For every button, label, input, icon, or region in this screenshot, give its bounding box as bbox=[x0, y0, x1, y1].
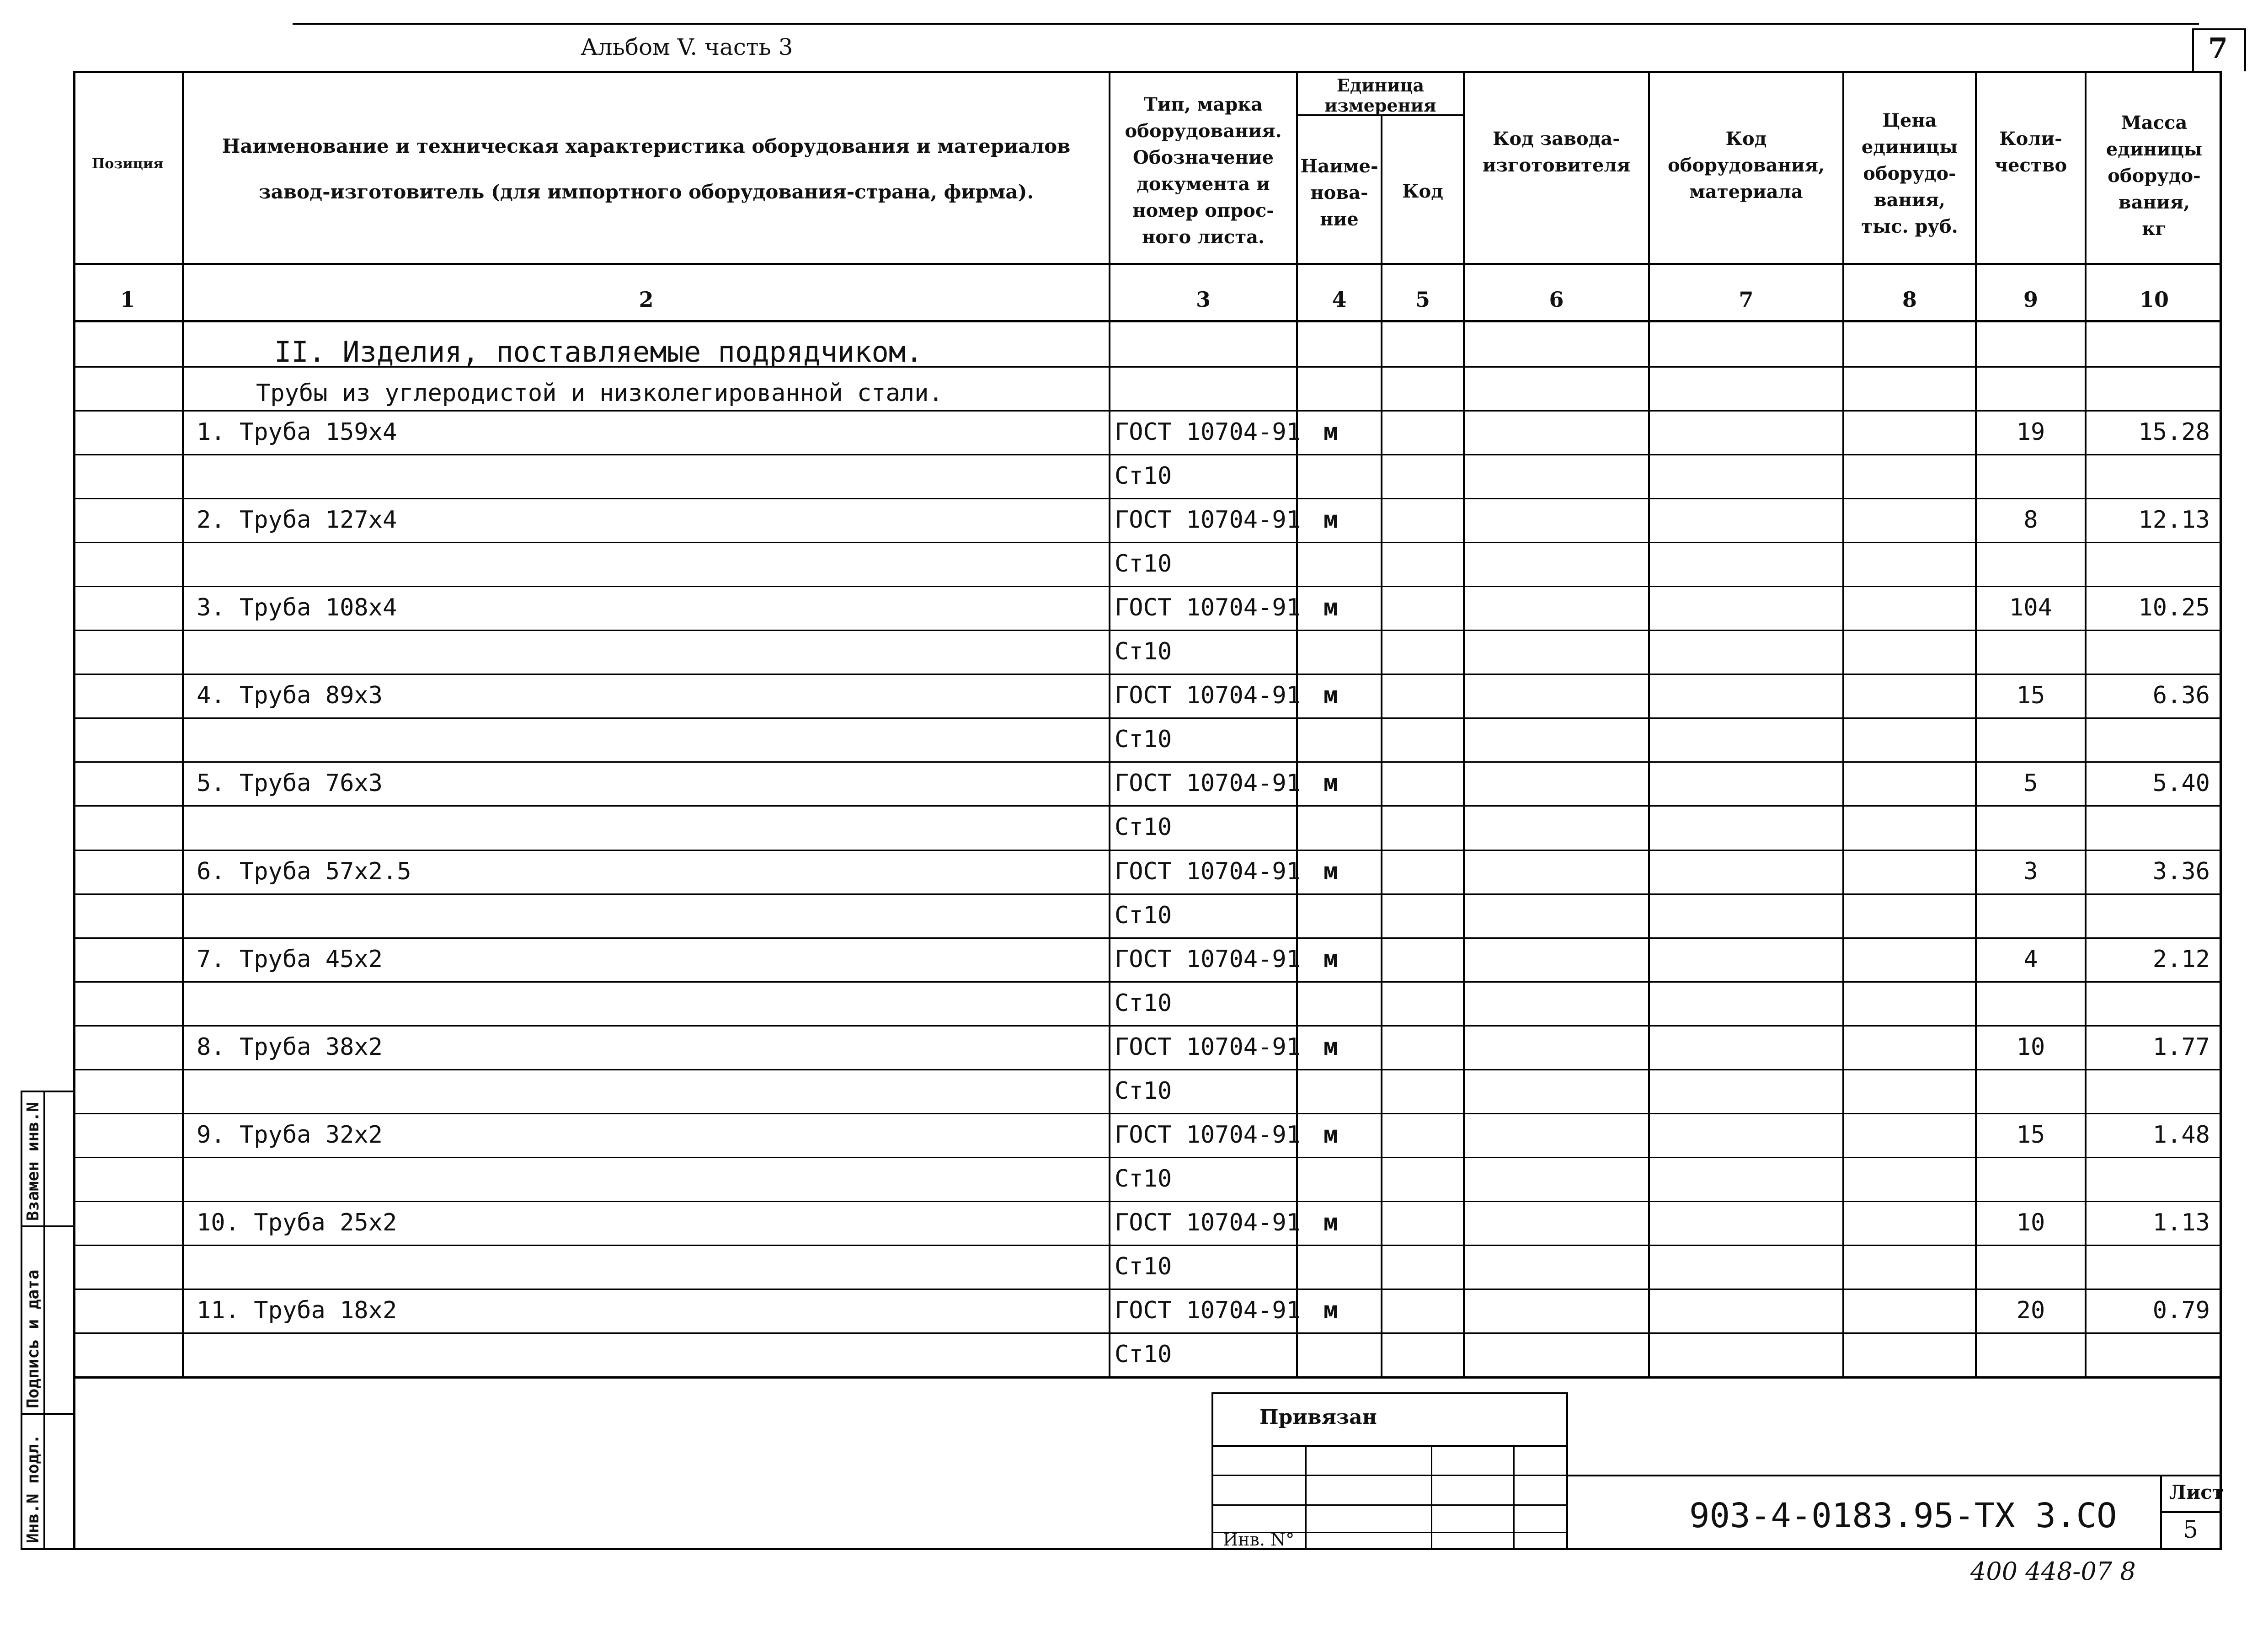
col-header-unit-code: Код bbox=[1402, 181, 1443, 202]
row-doc: ГОСТ 10704-91 bbox=[1115, 418, 1301, 446]
row-qty: 10 bbox=[2016, 1033, 2045, 1061]
row-unit: м bbox=[1323, 1033, 1338, 1061]
row-doc: ГОСТ 10704-91 bbox=[1115, 1033, 1301, 1061]
handwritten-archive-number: 400 448-07 8 bbox=[1970, 1557, 2136, 1586]
row-mass: 3.36 bbox=[2152, 858, 2210, 885]
col-header-price: Цена единицы оборудо- вания, тыс. руб. bbox=[1861, 110, 1958, 237]
row-grade: Ст10 bbox=[1115, 638, 1172, 665]
row-name: 6. Труба 57x2.5 bbox=[197, 858, 411, 885]
row-mass: 1.48 bbox=[2152, 1121, 2210, 1149]
col-header-unit-group: Единица измерения bbox=[1324, 75, 1436, 116]
row-name: 2. Труба 127x4 bbox=[197, 506, 397, 534]
row-grade: Ст10 bbox=[1115, 1077, 1172, 1105]
document-code: 903-4-0183.95-ТХ 3.СО bbox=[1689, 1496, 2117, 1535]
row-grade: Ст10 bbox=[1115, 1341, 1172, 1368]
row-name: 3. Труба 108x4 bbox=[197, 594, 397, 621]
row-unit: м bbox=[1323, 594, 1338, 621]
col-number-2: 2 bbox=[639, 287, 654, 312]
row-doc: ГОСТ 10704-91 bbox=[1115, 1209, 1301, 1236]
col-number-6: 6 bbox=[1549, 287, 1564, 312]
bound-label: Привязан bbox=[1259, 1406, 1377, 1429]
row-qty: 104 bbox=[2009, 594, 2052, 621]
row-qty: 19 bbox=[2016, 418, 2045, 446]
row-qty: 5 bbox=[2023, 770, 2038, 797]
row-unit: м bbox=[1323, 1209, 1338, 1236]
sheet-number: 5 bbox=[2183, 1516, 2199, 1544]
row-grade: Ст10 bbox=[1115, 462, 1172, 490]
row-name: 7. Труба 45x2 bbox=[197, 946, 383, 973]
album-title: Альбом V. часть 3 bbox=[581, 34, 793, 60]
row-mass: 5.40 bbox=[2152, 770, 2210, 797]
col-header-mass: Масса единицы оборудо- вания, кг bbox=[2106, 112, 2203, 240]
row-name: 8. Труба 38x2 bbox=[197, 1033, 383, 1061]
side-label-replace-inv: Взамен инв.N bbox=[24, 1102, 43, 1221]
row-unit: м bbox=[1323, 1121, 1338, 1149]
row-grade: Ст10 bbox=[1115, 1165, 1172, 1192]
col-number-7: 7 bbox=[1739, 287, 1754, 312]
col-number-10: 10 bbox=[2139, 287, 2169, 312]
row-unit: м bbox=[1323, 946, 1338, 973]
row-name: 4. Труба 89x3 bbox=[197, 682, 383, 709]
col-header-type: Тип, марка оборудования. Обозначение документа и номер опрос- ного листа. bbox=[1125, 94, 1282, 248]
side-label-sign-date: Подпись и дата bbox=[24, 1269, 43, 1408]
row-mass: 6.36 bbox=[2152, 682, 2210, 709]
row-doc: ГОСТ 10704-91 bbox=[1115, 858, 1301, 885]
row-grade: Ст10 bbox=[1115, 726, 1172, 753]
row-name: 9. Труба 32x2 bbox=[197, 1121, 383, 1149]
row-qty: 8 bbox=[2023, 506, 2038, 534]
row-mass: 1.77 bbox=[2152, 1033, 2210, 1061]
col-header-maker-code: Код завода- изготовителя bbox=[1482, 128, 1631, 176]
row-name: 11. Труба 18x2 bbox=[197, 1297, 397, 1324]
col-header-equip-code: Код оборудования, материала bbox=[1667, 128, 1825, 203]
row-doc: ГОСТ 10704-91 bbox=[1115, 1121, 1301, 1149]
row-doc: ГОСТ 10704-91 bbox=[1115, 946, 1301, 973]
row-doc: ГОСТ 10704-91 bbox=[1115, 506, 1301, 534]
row-qty: 4 bbox=[2023, 946, 2038, 973]
row-doc: ГОСТ 10704-91 bbox=[1115, 682, 1301, 709]
row-qty: 20 bbox=[2016, 1297, 2045, 1324]
side-label-inv-orig: Инв.N подл. bbox=[24, 1434, 43, 1543]
row-name: 10. Труба 25x2 bbox=[197, 1209, 397, 1236]
col-number-9: 9 bbox=[2023, 287, 2038, 312]
row-unit: м bbox=[1323, 506, 1338, 534]
row-mass: 2.12 bbox=[2152, 946, 2210, 973]
row-grade: Ст10 bbox=[1115, 902, 1172, 929]
col-header-qty: Коли- чество bbox=[1994, 128, 2067, 176]
col-header-position: Позиция bbox=[91, 156, 164, 172]
row-unit: м bbox=[1323, 770, 1338, 797]
col-header-unit-name: Наиме- нова- ние bbox=[1300, 155, 1378, 230]
section-title: II. Изделия, поставляемые подрядчиком. bbox=[274, 335, 923, 369]
col-number-8: 8 bbox=[1902, 287, 1917, 312]
sheet-label: Лист bbox=[2169, 1481, 2224, 1503]
row-grade: Ст10 bbox=[1115, 550, 1172, 578]
row-unit: м bbox=[1323, 1297, 1338, 1324]
row-doc: ГОСТ 10704-91 bbox=[1115, 1297, 1301, 1324]
row-unit: м bbox=[1323, 858, 1338, 885]
row-name: 5. Труба 76x3 bbox=[197, 770, 383, 797]
row-mass: 10.25 bbox=[2138, 594, 2210, 621]
row-qty: 15 bbox=[2016, 682, 2045, 709]
col-number-4: 4 bbox=[1332, 287, 1347, 312]
row-qty: 10 bbox=[2016, 1209, 2045, 1236]
row-doc: ГОСТ 10704-91 bbox=[1115, 770, 1301, 797]
row-mass: 12.13 bbox=[2138, 506, 2210, 534]
row-unit: м bbox=[1323, 682, 1338, 709]
page-corner-number: 7 bbox=[2208, 32, 2228, 65]
row-mass: 15.28 bbox=[2138, 418, 2210, 446]
subsection-title: Трубы из углеродистой и низколегированной стали. bbox=[256, 380, 943, 407]
row-unit: м bbox=[1323, 418, 1338, 446]
row-grade: Ст10 bbox=[1115, 989, 1172, 1017]
row-mass: 0.79 bbox=[2152, 1297, 2210, 1324]
col-number-5: 5 bbox=[1415, 287, 1430, 312]
col-number-3: 3 bbox=[1195, 287, 1211, 312]
row-qty: 15 bbox=[2016, 1121, 2045, 1149]
row-name: 1. Труба 159x4 bbox=[197, 418, 397, 446]
row-grade: Ст10 bbox=[1115, 1253, 1172, 1280]
row-grade: Ст10 bbox=[1115, 813, 1172, 841]
col-header-name: Наименование и техническая характеристика оборудования и материалов завод-изготовитель (для импортного оборудования-страна, фирма). bbox=[222, 135, 1071, 203]
row-qty: 3 bbox=[2023, 858, 2038, 885]
row-doc: ГОСТ 10704-91 bbox=[1115, 594, 1301, 621]
col-number-1: 1 bbox=[120, 287, 135, 312]
inv-label: Инв. N° bbox=[1223, 1529, 1295, 1550]
row-mass: 1.13 bbox=[2152, 1209, 2210, 1236]
